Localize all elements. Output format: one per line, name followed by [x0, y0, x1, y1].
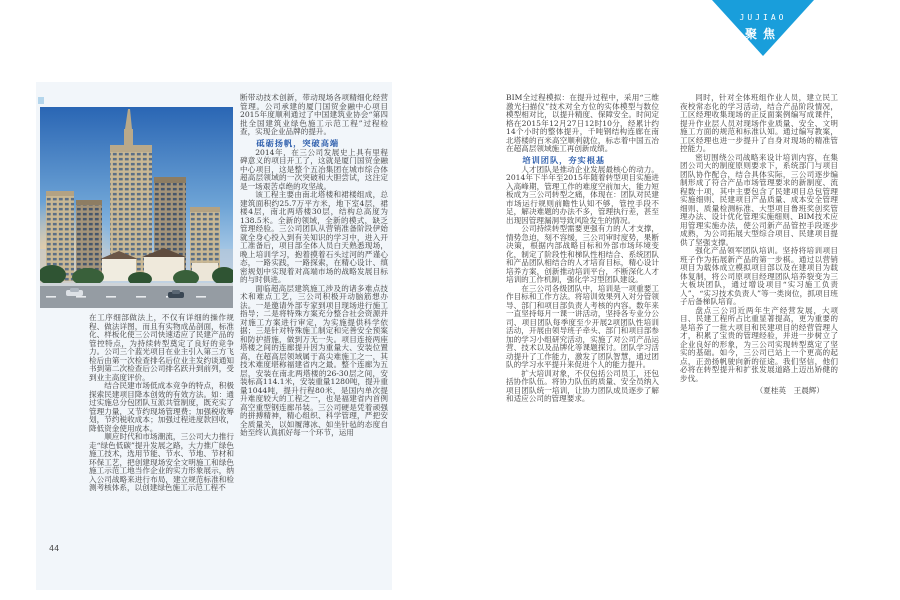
- body-paragraph: 结合民建市场低成本竞争的特点，积极探索民建项目降本创效的有效方法。如：通过实施总分包团队互派共管制度，既充实了管理力量，又节约现场管理费；加强税收筹划，节约税收成本；加强过程进度款回收，降低资金使用成本。: [89, 381, 234, 433]
- focus-tab-latin: JUJIAO: [739, 13, 787, 22]
- body-paragraph: 公司持续转型需要更强有力的人才支撑，情势急迫，刻不容缓，三公司审时度势，果断决策，根据内部战略目标和外部市场环境变化，制定了阶段性和梯队性相结合、系统团队和产品团队相结合的人才培育目标，精心设计培养方案，创新推动培训平台，不断深化人才培训的工作机制，强化学习型团队建设。: [506, 224, 659, 284]
- body-paragraph: 在三公司各级团队中，培训是一项重要工作目标和工作方法。将培训效果列入对分管领导、部门和项目部负责人考核的内容。数年来一直坚持每月一课一讲活动，坚持各专业分公司、项目团队每季度至少开展2项团队性培训活动，开展由领导班子牵头、部门和项目部参加的学习小组研究活动，实施了对公司产品运营、技术以及品牌化等课题探讨。团队学习活动提升了工作能力，激发了团队智慧，通过团队的学习水平提升来促进个人的能力提升。: [506, 283, 659, 369]
- body-paragraph: 面临超高层建筑施工涉及的诸多难点技术和难点工艺，三公司积极开动脑筋想办法。一是邀请外部专家到项目现场进行施工指导；二是将特殊方案充分整合社会资源并对施工方案进行审定，为实施提供科学依据；三是针对特殊施工制定和完善安全预案和防护措施，做到万无一失。项目连接两座塔楼之间的连廊提升因为重量大、安装位置高，在超高层领域属于高尖难施工之一，其技术难度堪称福建省内之最。整个连廊为五层，安装在南北两塔楼的26-30层之间，安装标高114.1米，安装重量1280吨，提升重量1044吨，提升行程80米，是国内单次提升难度较大的工程之一，也是福建省内首例高空重型钢连廊吊装。三公司硬是凭着顽强的拼搏精神，精心组织、科学管理，严把安全质量关，以如履薄冰、如坐针毡的态度自始至终认真抓好每一个环节，运用: [240, 283, 388, 437]
- body-paragraph: 断带动技术创新，带动现场各项精细化经营管理。公司承建的厦门国贸金融中心项目2015年度顺利通过了中国建筑业协会“第四批全国建筑业绿色施工示范工程”过程检查，实现企业品牌的提升。: [240, 93, 388, 136]
- body-paragraph: 人才团队是推动企业发展最核心的动力。2014年下半年至2015年随着转型项目实施进入高峰期，管理工作的难度空前加大，能力短板成为三公司转型之痛，体现在：团队对民建市场运行规则前瞻性认知不够，管控手段不足，解决难题的办法不多，管理执行差，甚至出现因管理漏洞导致风险发生的情况。: [506, 164, 659, 225]
- body-paragraph: 顺应时代和市场潮流，三公司大力推行走“绿色低碳”提升发展之路，大力推广绿色施工技术，选用节能、节水、节地、节材和环保工艺，把创建现场安全文明施工和绿色施工示范工地当作企业的实力形象展示，纳入公司战略来进行布局，建立规范标准和检测考核体系，以创建绿色施工示范工程不: [89, 432, 234, 492]
- body-paragraph: 扩大培训对象，不仅包括公司员工，还包括协作队伍。将协力队伍的质量、安全员纳入项目团队统一培训，让协力团队成员逐步了解和适应公司的管理要求。: [506, 368, 659, 403]
- body-paragraph: 该工程主要由南北塔楼和裙楼组成，总建筑面积约25.7万平方米，地下室4层，裙楼4层，南北两塔楼30层，结构总高度为138.5米。全新的领域，全新的模式，缺乏管理经验。三公司团队从营销准备阶段伊始就全身心投入到有关知识的学习中，进入开工准备后，项目部全体人员白天熟悉现场，晚上培训学习，抱着摸着石头过河的严谨心态，一路实践，一路探索，在精心设计、缜密规划中实现着对高端市场的战略发展目标的与时俱进。: [240, 190, 388, 284]
- body-paragraph: 盘点三公司近两年生产经营发展，大项目、民建工程所占比重显著提高，更为重要的是培养了一批大项目和民建项目的经营管理人才，积累了宝贵的管理经验，并进一步树立了企业良好的形象，为三公司实现转型奠定了坚实的基础。如今，三公司已站上一个更高的起点，正劲扬帆驶向新的征途。我们坚信，他们必将在转型提升和扩张发展道路上迈出矫健的步伐。: [680, 305, 838, 383]
- left-column-right: [240, 94, 388, 438]
- page-number: 44: [49, 544, 60, 553]
- body-paragraph: BIM全过程模拟：在提升过程中，采用“三维激光扫描仪”技术对全方位的实体模型与数位模型相对比，以提升精度、保障安全。时间定格在2015年12月27日12时10分，经累计约14个小时的整体提升，千吨钢结构连廊在南北塔楼的百米高空顺利就位，标志着中国五冶在超高层领域施工再创新成绩。: [506, 93, 659, 153]
- body-paragraph: 强化产品领军团队培训。坚持将培训项目班子作为拓展新产品的第一步棋。通过以营销项目为载体成立模拟项目部以及在建项目为载体复制，将公司原项目经理团队培养裂变为三大板块团队，通过增设项目“实习施工负责人”、“实习技术负责人”等一类岗位，抓项目班子后备梯队培育。: [680, 246, 838, 306]
- body-paragraph: 在工序细部做法上，不仅有详细的操作规程、做法详图，而且有实物成品剖面，标准化、样板化使三公司快速适应了民建产品的管控特点，为持续转型奠定了良好的竞争力。公司三个蓝光项目在业主引入第三方飞检后由第一次检查排名后位业主发约谈通知书到第二次检查后公司排名跃升到前列，受到业主高度评价。: [89, 313, 234, 382]
- section-heading: 培训团队，夯实根基: [522, 154, 606, 165]
- left-column-under-photo: [89, 314, 234, 493]
- building-photo: [40, 107, 233, 308]
- focus-tab-title: 聚焦: [744, 27, 781, 41]
- byline: （夏桂英 王晨辉）: [755, 386, 824, 395]
- right-column-2: [680, 94, 838, 396]
- body-paragraph: 密切围绕公司战略来设计培训内容，在集团公司大的制度原则要求下，系统部门与项目团队协作配合，结合具体实际，三公司逐步编制形成了符合产品市场管理要求的新制度、流程数十项，其中主要包含了民建项目总包管理实施细则、民建项目产品质量、成本安全管理细则、质量检测标准、大型项目鲁班奖创奖管理办法、设计优化管理实施细则、BIM技术应用管理实施办法，使公司新产品管控手段逐步成熟，为公司拓展大型综合项目、民建项目提供了坚强支撑。: [680, 152, 838, 247]
- body-paragraph: 同时，针对全体班组作业人员，建立民工夜校常态化的学习活动，结合产品阶段情况，工区经理收集现场的正反面案例编写成课件，提升作业层人员对现场作业质量、安全、文明施工方面的规范和标准认知。通过编写教案，工区经理也进一步提升了自身对现场的精准管控能力。: [680, 93, 838, 153]
- body-paragraph: 2014年，在三公司发展史上具有里程碑意义的项目开工了，这就是厦门国贸金融中心项目，这是整个五冶集团在城市综合体超高层领域的一次突破和大胆尝试，这注定是一场艰苦卓绝的攻坚战。: [240, 147, 388, 191]
- right-column-1: [506, 94, 659, 404]
- left-edge-accent: [38, 97, 44, 104]
- section-heading: 砥砺扬帆，突破高端: [256, 137, 340, 148]
